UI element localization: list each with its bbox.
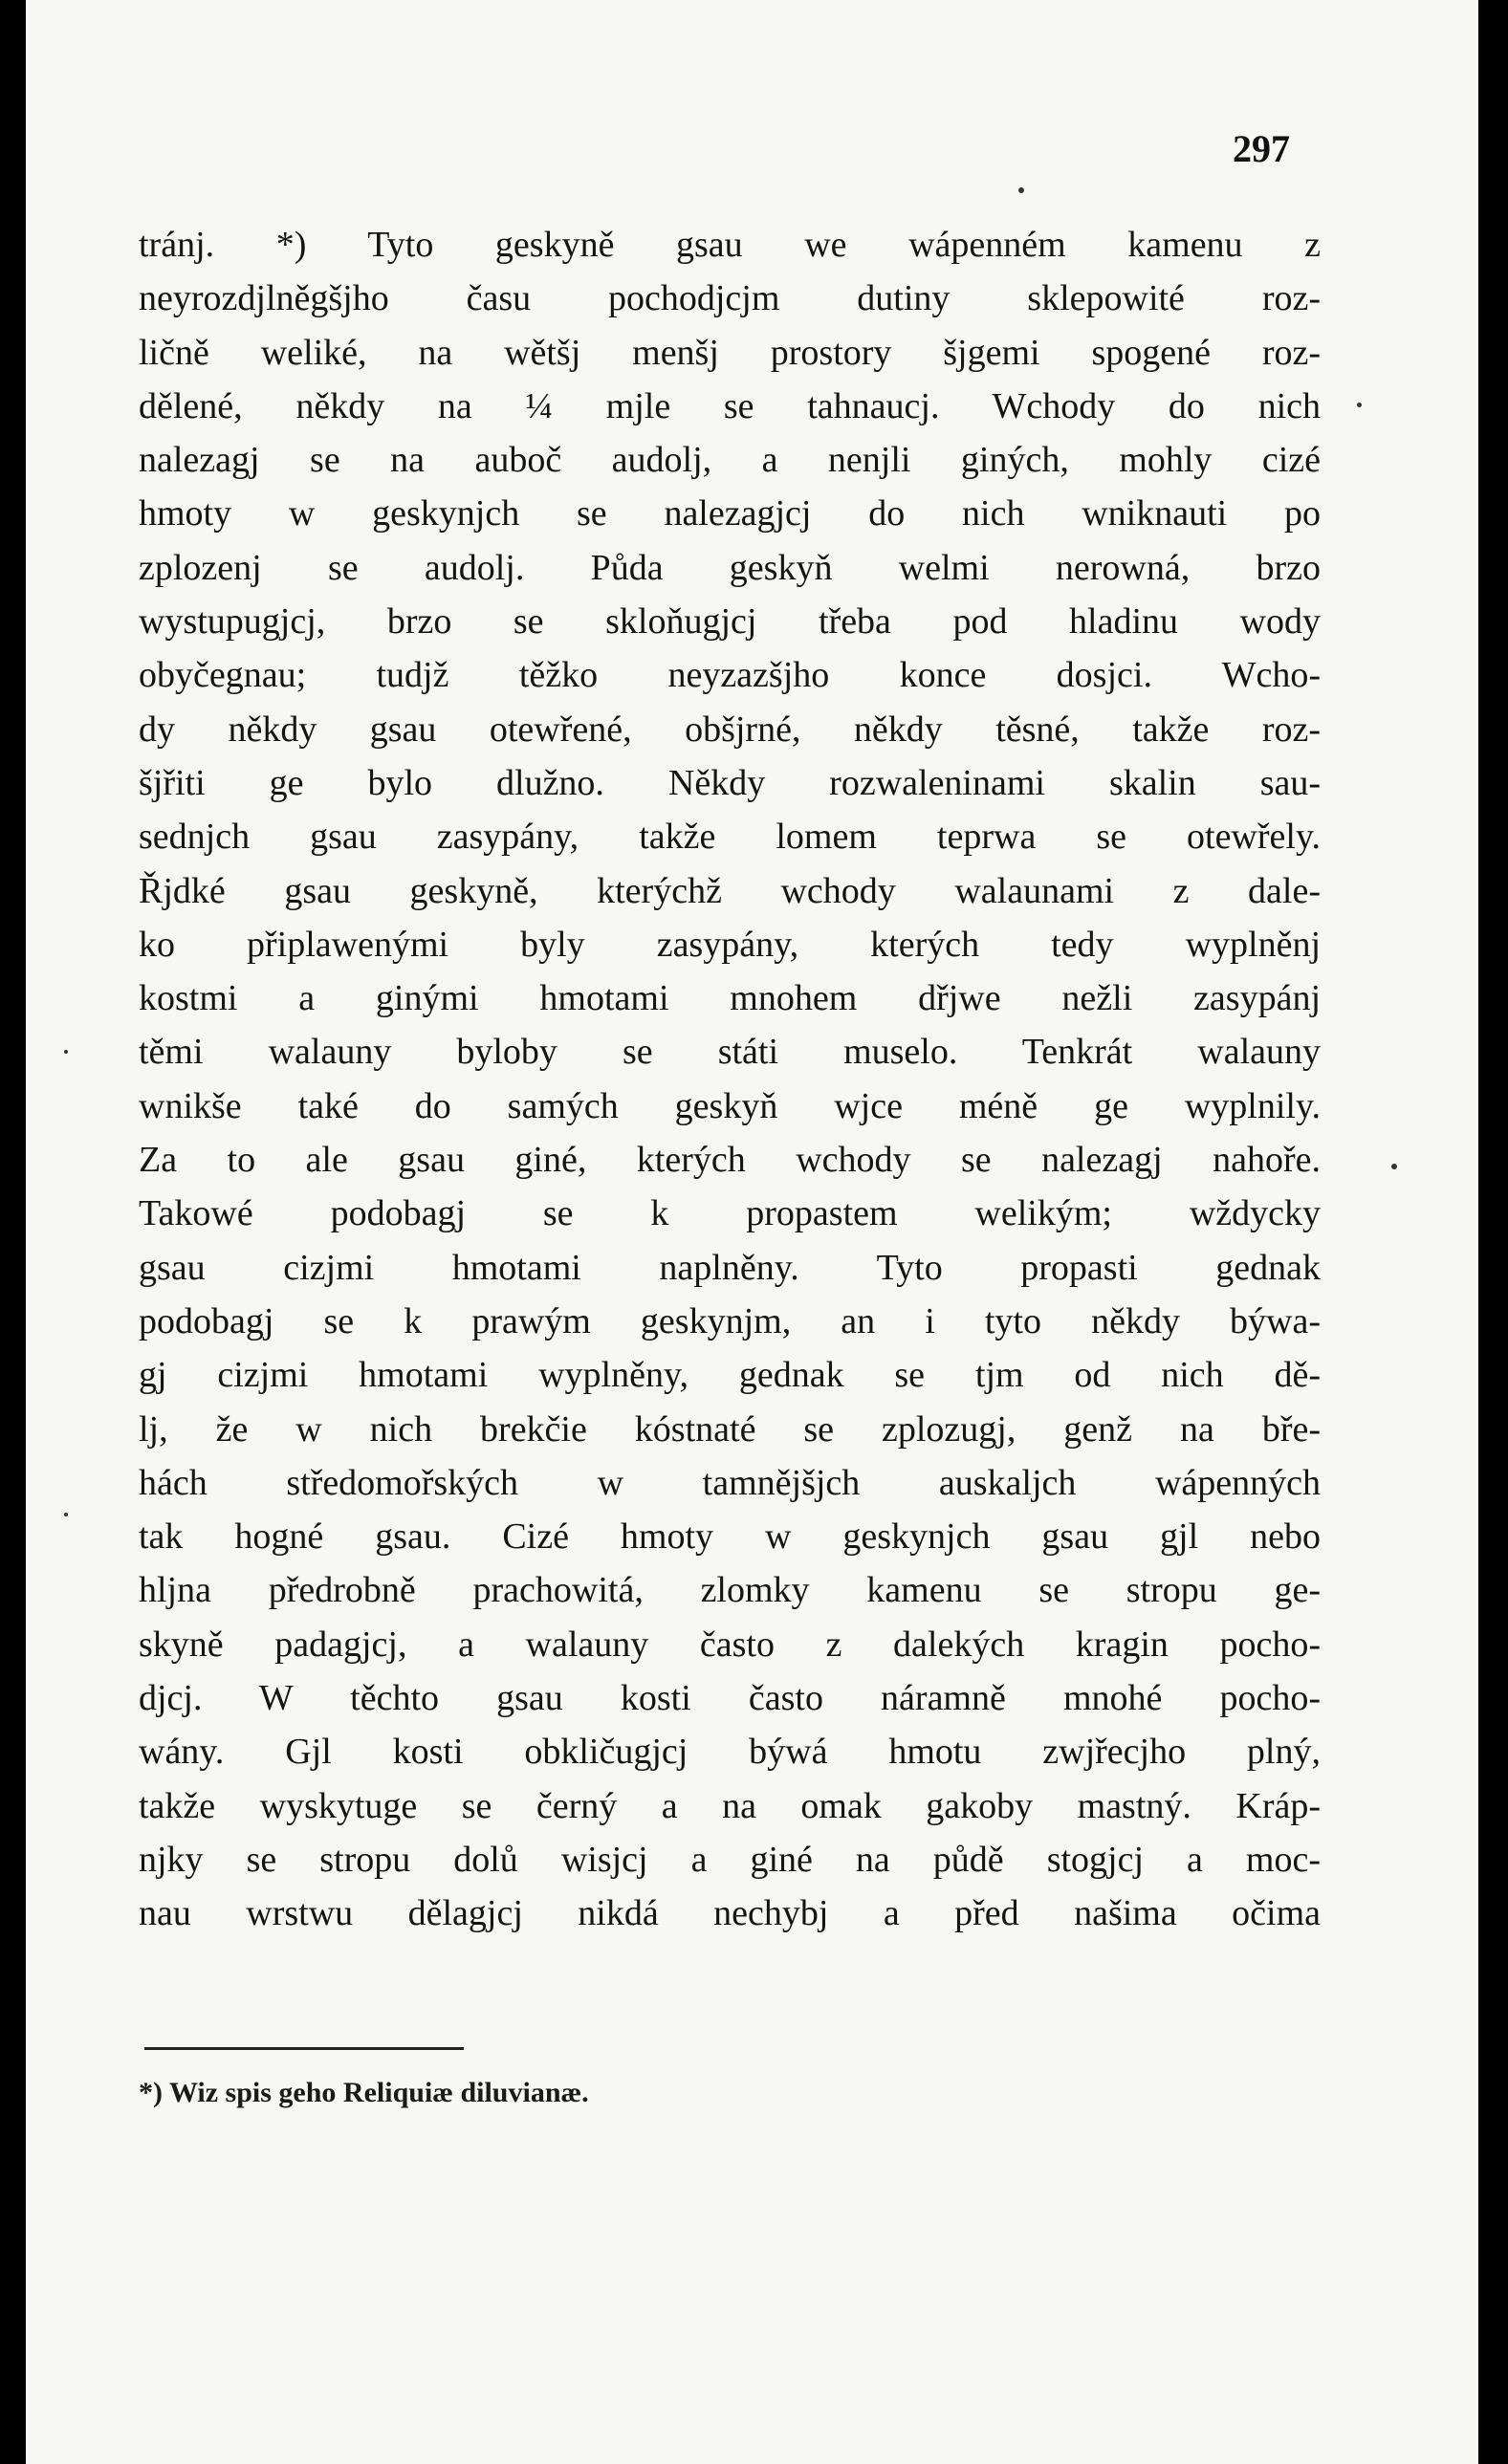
scan-speck bbox=[64, 1513, 68, 1516]
text-line: njky se stropu dolů wisjcj a giné na půdě stogjcj a moc- bbox=[139, 1839, 1321, 1880]
text-line: obyčegnau; tudjž těžko neyzazšjho konce dosjci. Wcho- bbox=[139, 655, 1321, 696]
text-line: hljna předrobně prachowitá, zlomky kamenu se stropu ge- bbox=[139, 1570, 1321, 1611]
text-line: ličně weliké, na wětšj menšj prostory šjgemi spogené roz- bbox=[139, 332, 1321, 373]
text-line: lj, že w nich brekčie kóstnaté se zplozugj, genž na bře- bbox=[139, 1408, 1321, 1450]
scan-speck bbox=[1357, 403, 1362, 407]
text-line: kostmi a ginými hmotami mnohem dřjwe nežli zasypánj bbox=[139, 978, 1321, 1019]
text-line: zplozenj se audolj. Půda geskyň welmi nerowná, brzo bbox=[139, 547, 1321, 588]
text-line: ko připlawenými byly zasypány, kterých tedy wyplněnj bbox=[139, 924, 1321, 965]
text-line: Takowé podobagj se k propastem welikým; wždycky bbox=[139, 1193, 1321, 1234]
text-line: wnikše také do samých geskyň wjce méně ge wyplnily. bbox=[139, 1085, 1321, 1126]
text-line: wystupugjcj, brzo se skloňugjcj třeba pod hladinu wody bbox=[139, 601, 1321, 643]
text-line: dy někdy gsau otewřené, obšjrné, někdy těsné, takže roz- bbox=[139, 709, 1321, 750]
text-line: hách středomořských w tamnějšjch auskaljch wápenných bbox=[139, 1462, 1321, 1503]
text-line: gsau cizjmi hmotami naplněny. Tyto propasti gednak bbox=[139, 1247, 1321, 1288]
text-line: těmi walauny byloby se státi muselo. Tenkrát walauny bbox=[139, 1032, 1321, 1073]
footnote-rule bbox=[144, 2047, 464, 2050]
text-line: sednjch gsau zasypány, takže lomem teprwa se otewřely. bbox=[139, 817, 1321, 858]
book-page bbox=[26, 0, 1478, 2464]
scan-speck bbox=[64, 1050, 68, 1054]
text-line: tak hogné gsau. Cizé hmoty w geskynjch gsau gjl nebo bbox=[139, 1516, 1321, 1558]
scan-speck bbox=[1018, 187, 1024, 193]
text-line: neyrozdjlněgšjho času pochodjcjm dutiny sklepowité roz- bbox=[139, 278, 1321, 319]
text-line: hmoty w geskynjch se nalezagjcj do nich wniknauti po bbox=[139, 493, 1321, 534]
text-line: šjřiti ge bylo dlužno. Někdy rozwaleninami skalin sau- bbox=[139, 762, 1321, 803]
text-line: gj cizjmi hmotami wyplněny, gednak se tjm od nich dě- bbox=[139, 1355, 1321, 1396]
text-line: Za to ale gsau giné, kterých wchody se nalezagj nahoře. bbox=[139, 1140, 1321, 1181]
page-number: 297 bbox=[1233, 127, 1290, 170]
text-line: nalezagj se na auboč audolj, a nenjli giných, mohly cizé bbox=[139, 440, 1321, 481]
text-line: skyně padagjcj, a walauny často z dalekých kragin pocho- bbox=[139, 1624, 1321, 1665]
text-line: djcj. W těchto gsau kosti často náramně mnohé pocho- bbox=[139, 1678, 1321, 1719]
text-line: nau wrstwu dělagjcj nikdá nechybj a před našima očima bbox=[139, 1893, 1321, 1934]
text-line: Řjdké gsau geskyně, kterýchž wchody walaunami z dale- bbox=[139, 870, 1321, 911]
footnote: *) Wiz spis geho Reliquiæ diluvianæ. bbox=[139, 2077, 589, 2108]
text-line: tránj. *) Tyto geskyně gsau we wápenném kamenu z bbox=[139, 225, 1321, 265]
text-line: wány. Gjl kosti obkličugjcj býwá hmotu zwjřecjho plný, bbox=[139, 1732, 1321, 1773]
scan-speck bbox=[1391, 1164, 1397, 1169]
text-line: takže wyskytuge se černý a na omak gakoby mastný. Kráp- bbox=[139, 1785, 1321, 1826]
text-line: dělené, někdy na ¼ mjle se tahnaucj. Wchody do nich bbox=[139, 385, 1321, 426]
body-text bbox=[139, 218, 1321, 1941]
text-line: podobagj se k prawým geskynjm, an i tyto někdy býwa- bbox=[139, 1300, 1321, 1341]
